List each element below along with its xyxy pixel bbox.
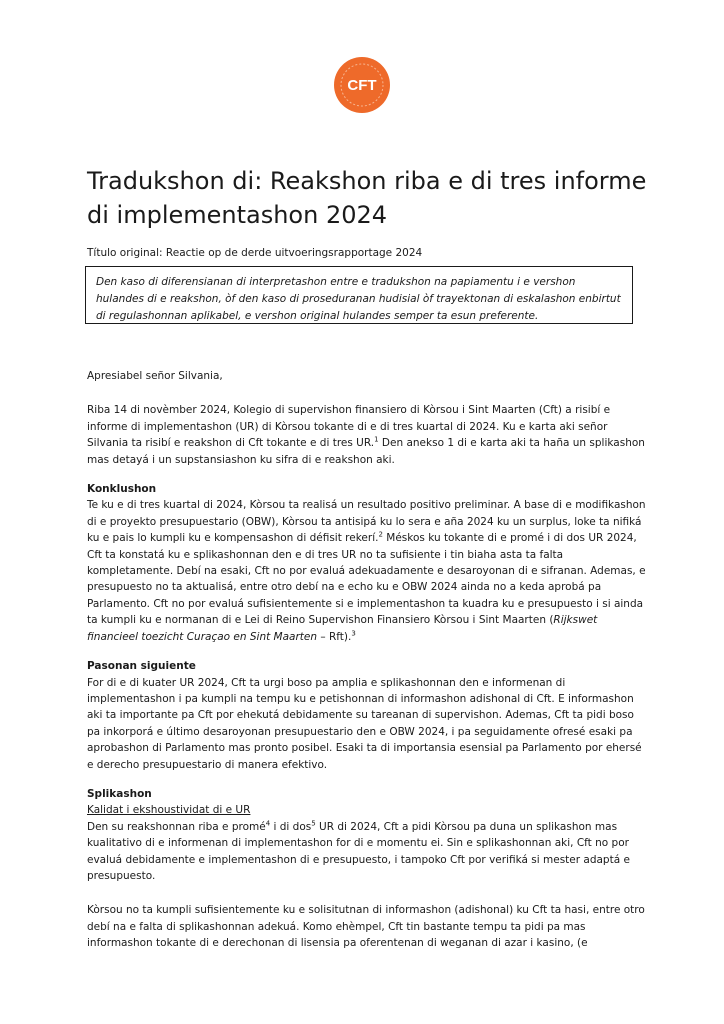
subheading-kalidat: Kalidat i ekshoustividat di e UR [87,804,251,817]
footnote-ref: 4 [265,819,271,828]
disclaimer-box: Den kaso di diferensianan di interpretashon entre e tradukshon na papiamentu i e vershon hulandes di e reakshon, òf den kaso di proseduranan hudisial òf trayektonan di eskalashon enbirtut di regulashonnan aplikabel, e vershon original hulandes semper ta esun preferente. [85,266,633,324]
footnote-ref: 5 [311,819,316,828]
section-heading-pasonan: Pasonan siguiente [87,660,196,673]
intro-paragraph: Riba 14 di novèmber 2024, Kolegio di supervishon finansiero di Kòrsou i Sint Maarten (Cft) a risibí e informe di implementashon (UR) di Kòrsou tokante di e di tres kuartal di 2024. Ku e karta aki señor Silvania ta risibí e reakshon di Cft tokante e di tres UR.$^1$ Den anekso 1 di e karta aki ta haña un splikashon mas detayá i un supstansiashon ku sifra di e reakshon aki. [87,404,645,466]
splikashon-paragraph-2: Kòrsou no ta kumpli sufisientemente ku e solisitutnan di informashon (adishonal) ku Cft ta hasi, entre otro debí na e falta di splikashonnan adekuá. Komo ehèmpel, Cft tin bastante tempu ta pidi pa mas informashon tokante di e derechonan di lisensia pa oferentenan di weganan di azar i kasino, (e [87,904,645,950]
letter-body [87,368,647,952]
section-heading-splikashon: Splikashon [87,787,152,800]
footnote-ref: 1 [374,435,379,444]
salutation: Apresiabel señor Silvania, [87,370,223,382]
section-heading-konklushon: Konklushon [87,483,157,496]
footnote-ref: 2 [378,530,383,539]
konklushon-paragraph: Te ku e di tres kuartal di 2024, Kòrsou ta realisá un resultado positivo preliminar. A base di e modifikashon di e proyekto presupuestario (OBW), Kòrsou ta antisipá ku lo sera e aña 2024 ku un surplus, loke ta nifiká ku e pais lo kumpli ku e kompensashon di défisit rekerí.$^2$ Méskos ku tokante di e promé i di dos UR 2024, Cft ta konstatá ku e splikashonnan den e di tres UR no ta sufisiente i tin biaha asta ta falta kompletamente. Debí na esaki, Cft no por evaluá adekuadamente e desaroyonan di e sifranan. Ademas, e presupuesto no ta aktualisá, entre otro debí na e echo ku e OBW 2024 ainda no a keda aprobá pa Parlamento. Cft no por evaluá sufisientemente si e implementashon ta kuadra ku e presupuesto i si ainda ta kumpli ku e normanan di e Lei di Reino Supervishon Finansiero Kòrsou i Sint Maarten (Rijkswet financieel toezicht Curaçao en Sint Maarten – Rft).$^3$ [87,499,646,643]
cft-logo [333,56,391,114]
logo-text: CFT [347,77,377,94]
original-title: Título original: Reactie op de derde uitvoeringsrapportage 2024 [87,247,423,259]
pasonan-paragraph: For di e di kuater UR 2024, Cft ta urgi boso pa amplia e splikashonnan den e informenan di implementashon i pa kumpli na tempu ku e petishonnan di informashon adishonal di Cft. E informashon aki ta importante pa Cft por ehekutá debidamente su tareanan di supervishon. Ademas, Cft ta pidi boso pa inkorporá e último desaroyonan presupuestario den e OBW 2024, i pa seguidamente ofresé esaki pa aprobashon di Parlamento mas pronto posibel. Esaki ta di importansia esensial pa Parlamento por ehersé e derecho presupuestario di manera efektivo. [87,676,642,771]
page-title: Tradukshon di: Reakshon riba e di tres informe di implementashon 2024 [87,167,647,229]
footnote-ref: 3 [351,629,356,638]
splikashon-paragraph: Den su reakshonnan riba e promé$^4$ i di dos$^5$ UR di 2024, Cft a pidi Kòrsou pa duna un splikashon mas kualitativo di e informenan di implementashon for di e momentu ei. Sin e splikashonnan aki, Cft no por evaluá debidamente e implementashon di e presupuesto, i tampoko Cft por verifiká si mester adaptá e presupuesto. [87,819,630,882]
